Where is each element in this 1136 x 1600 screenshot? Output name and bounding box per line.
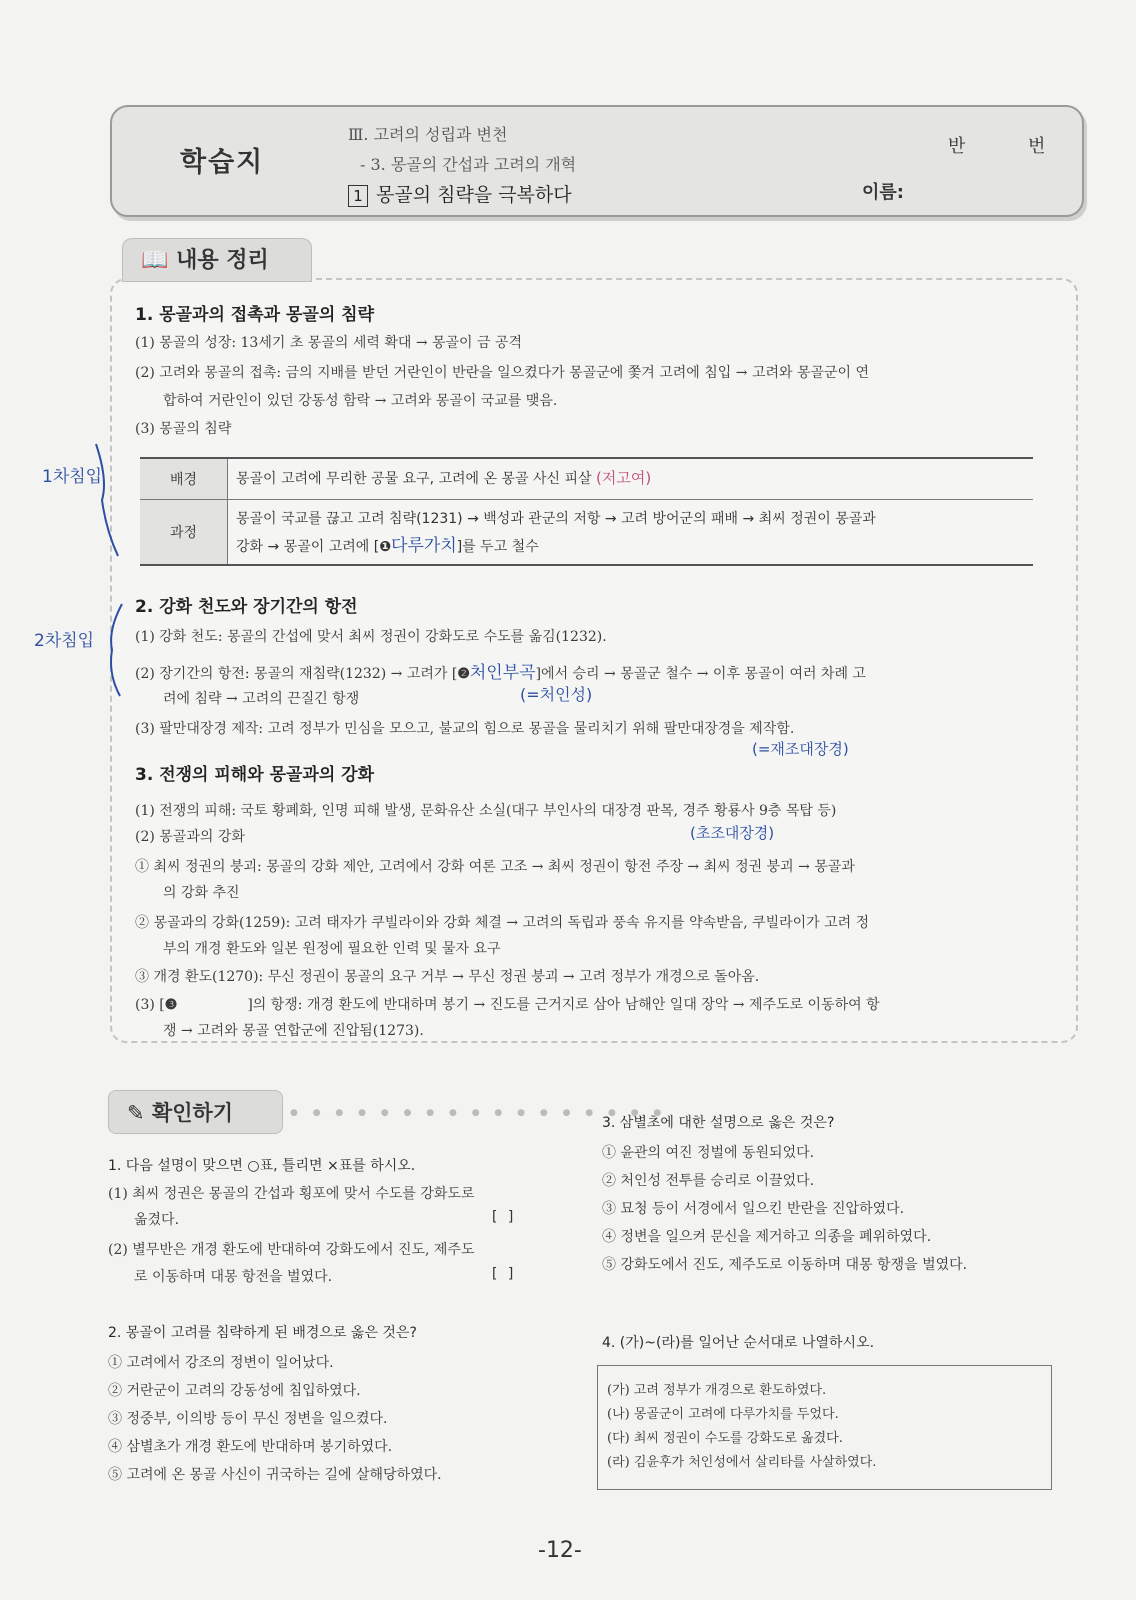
q4-prompt: 4. (가)~(라)를 일어난 순서대로 나열하시오. [602, 1335, 875, 1351]
practice-label-text: 확인하기 [151, 1101, 234, 1125]
s1-line-2b: 합하여 거란인이 있던 강동성 함락 → 고려와 몽골이 국교를 맺음. [163, 393, 558, 409]
dotted-divider: ● ● ● ● ● ● ● ● ● ● ● ● ● ● ● ● ● [290, 1108, 668, 1118]
summary-section-label [122, 238, 312, 282]
s2-line-1: (1) 강화 천도: 몽골의 간섭에 맞서 최씨 정권이 강화도로 수도를 옮김(1232). [135, 629, 607, 645]
margin-bracket-2 [100, 600, 126, 700]
blank-marker: ❶ [379, 539, 392, 555]
q2-prompt: 2. 몽골이 고려를 침략하게 된 배경으로 옳은 것은? [108, 1325, 417, 1341]
section-3-heading: 3. 전쟁의 피해와 몽골과의 강화 [135, 765, 375, 785]
s2-line-3: (3) 팔만대장경 제작: 고려 정부가 민심을 모으고, 불교의 힘으로 몽골을 물리치기 위해 팔만대장경을 제작함. [135, 721, 795, 737]
subunit-title: - 3. 몽골의 간섭과 고려의 개혁 [360, 155, 577, 174]
s3-c3: ③ 개경 환도(1270): 무신 정권이 몽골의 요구 거부 → 무신 정권 붕괴 → 고려 정부가 개경으로 돌아옴. [135, 969, 760, 985]
handwritten-note: (=재조대장경) [752, 740, 849, 758]
handwritten-note: (저고여) [596, 469, 652, 487]
q3-option[interactable]: ③ 묘청 등이 서경에서 일으킨 반란을 진압하였다. [602, 1201, 905, 1217]
class-label: 반 [948, 136, 966, 157]
s2-line-2a: (2) 장기간의 항전: 몽골의 재침략(1232) → 고려가 [❷처인부곡]에서 승리 → 몽골군 철수 → 이후 몽골이 여러 차례 고 [135, 663, 866, 683]
margin-note-1: 1차침입 [42, 467, 103, 487]
q3-option[interactable]: ② 처인성 전투를 승리로 이끌었다. [602, 1173, 815, 1189]
table-cell-background [228, 459, 1033, 499]
q4-item: (다) 최씨 정권이 수도를 강화도로 옮겼다. [607, 1431, 843, 1446]
table-row [140, 499, 1033, 564]
table-row [140, 459, 1033, 499]
q1-prompt: 1. 다음 설명이 맞으면 ○표, 틀리면 ×표를 하시오. [108, 1158, 416, 1174]
q4-item: (가) 고려 정부가 개경으로 환도하였다. [607, 1383, 827, 1398]
process-text-1: 몽골이 국교를 끊고 고려 침략(1231) → 백성과 관군의 저항 → 고려 방어군의 패배 → 최씨 정권이 몽골과 [236, 511, 876, 527]
s3-line-1: (1) 전쟁의 피해: 국토 황폐화, 인명 피해 발생, 문화유산 소실(대구 부인사의 대장경 판목, 경주 황룡사 9층 목탑 등) [135, 803, 837, 819]
s1-line-2a: (2) 고려와 몽골의 접촉: 금의 지배를 받던 거란인이 반란을 일으켰다가 몽골군에 쫓겨 고려에 침입 → 고려와 몽골군이 연 [135, 365, 870, 381]
handwritten-note: (=처인성) [520, 685, 593, 704]
q3-option[interactable]: ① 윤관의 여진 정벌에 동원되었다. [602, 1145, 815, 1161]
blank-marker: ❸ [164, 997, 178, 1013]
q3-option[interactable]: ④ 정변을 일으켜 문신을 제거하고 의종을 폐위하였다. [602, 1229, 932, 1245]
s3-line-2: (2) 몽골과의 강화 [135, 829, 245, 845]
s2-line-2b: 려에 침략 → 고려의 끈질긴 항쟁 [163, 691, 360, 707]
background-text: 몽골이 고려에 무리한 공물 요구, 고려에 온 몽골 사신 피살 [236, 471, 592, 487]
q2-option[interactable]: ④ 삼별초가 개경 환도에 반대하며 봉기하였다. [108, 1439, 393, 1455]
q1-a-line1: (1) 최씨 정권은 몽골의 간섭과 횡포에 맞서 수도를 강화도로 [108, 1186, 475, 1202]
q1-a-line2: 옮겼다. [134, 1212, 180, 1228]
q3-option[interactable]: ⑤ 강화도에서 진도, 제주도로 이동하며 대몽 항쟁을 벌였다. [602, 1257, 968, 1273]
section-2-heading: 2. 강화 천도와 장기간의 항전 [135, 597, 358, 617]
s3-c1a: ① 최씨 정권의 붕괴: 몽골의 강화 제안, 고려에서 강화 여론 고조 → 최씨 정권이 항전 주장 → 최씨 정권 붕괴 → 몽골과 [135, 859, 855, 875]
handwritten-answer: 다루가치 [391, 536, 457, 556]
table-cell-process [228, 500, 1033, 564]
q3-prompt: 3. 삼별초에 대한 설명으로 옳은 것은? [602, 1115, 835, 1131]
q4-item: (나) 몽골군이 고려에 다루가치를 두었다. [607, 1407, 839, 1422]
q1-a-answer-bracket[interactable]: [ ] [490, 1209, 516, 1225]
table-head-background: 배경 [140, 459, 228, 499]
unit-title: Ⅲ. 고려의 성립과 변천 [348, 125, 508, 144]
q2-option[interactable]: ② 거란군이 고려의 강동성에 침입하였다. [108, 1383, 361, 1399]
lesson-number-box: 1 [348, 185, 368, 207]
worksheet-title: 학습지 [180, 147, 265, 178]
process-text-2: 강화 → 몽골이 고려에 [❶다루가치]를 두고 철수 [236, 536, 539, 556]
s3-line-3b: 쟁 → 고려와 몽골 연합군에 진압됨(1273). [163, 1023, 424, 1039]
lesson-title [348, 180, 572, 207]
s1-line-3: (3) 몽골의 침략 [135, 421, 232, 437]
s3-line-3a: (3) [❸ ]의 항쟁: 개경 환도에 반대하며 봉기 → 진도를 근거지로 삼아 남해안 일대 장악 → 제주도로 이동하여 항 [135, 997, 880, 1013]
q1-b-line1: (2) 별무반은 개경 환도에 반대하여 강화도에서 진도, 제주도 [108, 1242, 475, 1258]
q2-option[interactable]: ③ 정중부, 이의방 등이 무신 정변을 일으켰다. [108, 1411, 388, 1427]
q2-option[interactable]: ⑤ 고려에 온 몽골 사신이 귀국하는 길에 살해당하였다. [108, 1467, 442, 1483]
handwritten-answer: 처인부곡 [469, 663, 536, 683]
name-label: 이름: [862, 182, 904, 203]
pencil-icon: ✎ [127, 1101, 145, 1125]
section-1-heading: 1. 몽골과의 접촉과 몽골의 침략 [135, 305, 375, 325]
s3-c2b: 부의 개경 환도와 일본 원정에 필요한 인력 및 물자 요구 [163, 941, 501, 957]
margin-note-2: 2차침입 [34, 631, 95, 651]
page-number: -12- [538, 1538, 582, 1563]
q4-item: (라) 김윤후가 처인성에서 살리타를 사살하였다. [607, 1455, 877, 1470]
q2-option[interactable]: ① 고려에서 강조의 정변이 일어났다. [108, 1355, 334, 1371]
table-head-process: 과정 [140, 500, 228, 564]
invasion-table [140, 457, 1033, 566]
q1-b-answer-bracket[interactable]: [ ] [490, 1266, 516, 1282]
blank-marker: ❷ [457, 666, 470, 682]
margin-bracket-1 [92, 440, 122, 560]
lesson-title-text: 몽골의 침략을 극복하다 [376, 184, 572, 206]
handwritten-note: (초조대장경) [690, 824, 775, 842]
q1-b-line2: 로 이동하며 대몽 항전을 벌였다. [134, 1269, 333, 1285]
summary-label-text: 내용 정리 [176, 248, 269, 273]
book-icon: 📖 [141, 248, 169, 273]
practice-section-label [108, 1090, 283, 1134]
s3-c1b: 의 강화 추진 [163, 885, 240, 901]
s3-c2a: ② 몽골과의 강화(1259): 고려 태자가 쿠빌라이와 강화 체결 → 고려의 독립과 풍속 유지를 약속받음, 쿠빌라이가 고려 정 [135, 915, 870, 931]
number-label: 번 [1028, 136, 1046, 157]
s1-line-1: (1) 몽골의 성장: 13세기 초 몽골의 세력 확대 → 몽골이 금 공격 [135, 335, 523, 351]
